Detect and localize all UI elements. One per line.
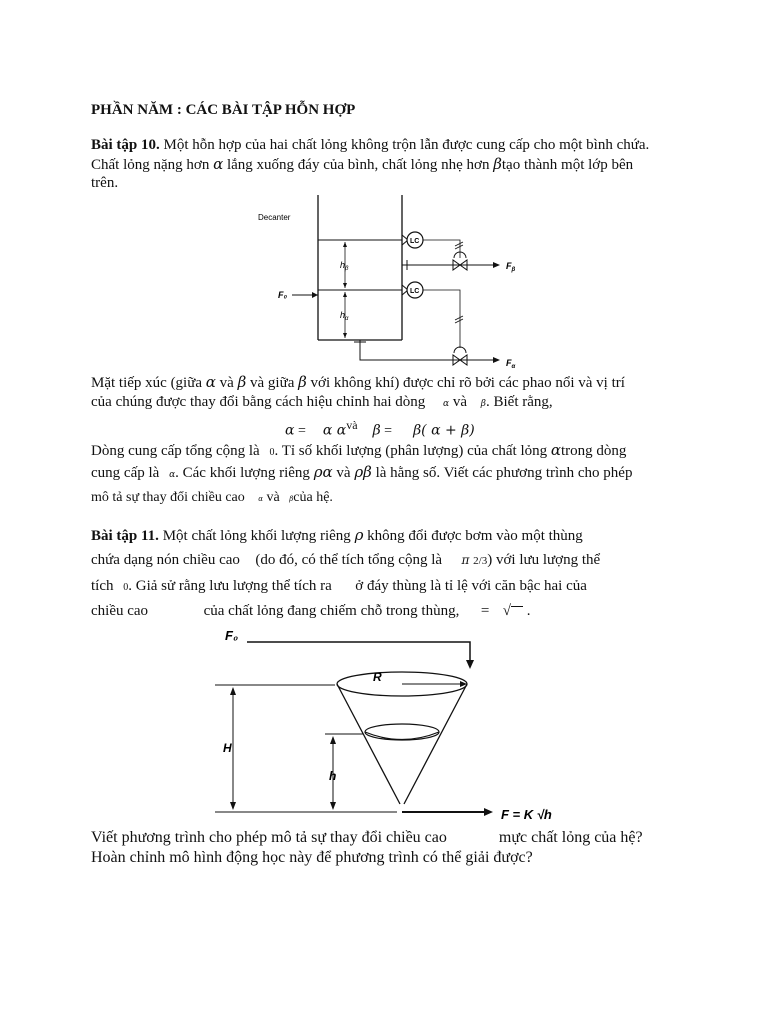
eq-beta: β — [372, 422, 381, 439]
p4-part4: là hằng số. Viết các phương trình cho phép — [375, 465, 633, 481]
p2-part1: của chúng được thay đổi bằng cách hiệu chỉnh hai dòng — [91, 394, 426, 410]
ex10-line2 — [91, 155, 633, 175]
ex11-l3c: ở đáy thùng là tỉ lệ với căn bậc hai của — [355, 578, 587, 594]
cone-f0-label: F₀ — [225, 628, 239, 643]
p3-sub0: 0 — [269, 447, 275, 458]
ex10-p3 — [91, 441, 626, 462]
beta-symbol: β — [237, 373, 247, 391]
alpha-subscript: α — [169, 470, 176, 480]
p1-part4: với không khí) được chỉ rõ bởi các phao nổi và vị trí — [310, 375, 625, 391]
lc-controller-top: LC — [410, 238, 420, 245]
f-alpha-label: $F_\alpha$ — [506, 358, 516, 370]
beta-symbol: β — [493, 155, 502, 173]
height-h-label: h — [329, 769, 337, 783]
alpha-subscript: α — [443, 399, 450, 409]
ex11-line2 — [91, 551, 600, 571]
ex11-sub0: 0 — [123, 582, 129, 593]
eq-rhs: β( α + β) — [413, 422, 475, 439]
ex11-l1b: không đổi được bơm vào một thùng — [367, 528, 583, 544]
pi-symbol: π — [461, 553, 470, 567]
cone-tank-diagram — [205, 622, 605, 822]
ex11-l2c: ) với lưu lượng thể — [487, 552, 601, 568]
alpha-symbol: α — [213, 155, 224, 173]
f0-label: F₀ — [278, 290, 288, 300]
ex10-p5 — [91, 488, 333, 509]
ex11-l4a: chiều cao — [91, 603, 149, 619]
decanter-title: Decanter — [258, 213, 291, 222]
ex10-line2b: lắng xuống đáy của bình, chất lỏng nhẹ hơn — [226, 157, 490, 173]
p4-part3: và — [336, 465, 351, 481]
ex11-question1 — [91, 828, 643, 847]
p3-part3: trong dòng — [561, 443, 627, 459]
ex10-equation — [285, 416, 475, 441]
beta-symbol: β — [298, 373, 307, 391]
p5-part1: mô tả sự thay đổi chiều cao — [91, 490, 245, 505]
p2-part2: và — [452, 394, 468, 410]
ex10-p1 — [91, 373, 625, 393]
ex11-equals: = — [480, 603, 490, 619]
p5-part3: của hệ. — [293, 490, 333, 505]
ex10-p4 — [91, 463, 632, 485]
ex10-label: Bài tập 10. — [91, 137, 160, 153]
ex10-line1 — [91, 136, 649, 155]
ex11-line1 — [91, 526, 583, 546]
radius-label: R — [373, 670, 382, 684]
ex10-p2 — [91, 393, 553, 414]
two-thirds-fraction: 2/3 — [473, 555, 488, 567]
p4-part1: cung cấp là — [91, 465, 160, 481]
rho-symbol: ρ — [354, 526, 364, 544]
p4-part2: . Các khối lượng riêng — [175, 465, 310, 481]
ex11-period: . — [526, 603, 531, 619]
h-beta-label: $h_\beta$ — [340, 260, 349, 272]
ex11-question2: Hoàn chỉnh mô hình động học này để phương trình có thể giải được? — [91, 849, 533, 866]
ex10-line2a: Chất lỏng nặng hơn — [91, 157, 210, 173]
sqrt-symbol: √ — [502, 603, 512, 619]
q1-part1: Viết phương trình cho phép mô tả sự thay đổi chiều cao — [91, 829, 447, 846]
rho-alpha: ρα — [313, 463, 333, 481]
eq-equals-1: = — [297, 423, 306, 439]
p1-part2: và — [219, 375, 234, 391]
eq-equals-2: = — [384, 423, 393, 439]
alpha-symbol: α — [205, 373, 216, 391]
ex11-l2b: (do đó, có thể tích tổng cộng là — [255, 552, 443, 568]
p2-part3: . Biết rằng, — [486, 394, 553, 410]
ex11-label: Bài tập 11. — [91, 528, 159, 544]
p5-part2: và — [266, 490, 280, 505]
f-beta-label: $F_\beta$ — [506, 261, 516, 273]
rho-beta: ρβ — [354, 463, 372, 481]
q1-part2: mực chất lỏng của hệ? — [498, 829, 643, 846]
p1-part3: và giữa — [250, 375, 295, 391]
decanter-diagram — [250, 190, 550, 375]
ex10-line2c: tạo thành một lớp bên — [501, 157, 634, 173]
ex11-l3b: . Giả sử rằng lưu lượng thể tích ra — [128, 578, 332, 594]
p3-part2: . Tỉ số khối lượng (phân lượng) của chất lỏng — [274, 443, 548, 459]
beta-subscript: β — [480, 399, 486, 409]
ex11-l2a: chứa dạng nón chiều cao — [91, 552, 240, 568]
h-alpha-label: $h_\alpha$ — [340, 310, 349, 322]
ex10-line1-text: Một hỗn hợp của hai chất lỏng không trộn lẫn được cung cấp cho một bình chứa. — [159, 137, 650, 153]
eq-alpha-alpha: α α — [322, 422, 347, 439]
alpha-subscript: α — [258, 495, 264, 503]
section-title: PHẦN NĂM : CÁC BÀI TẬP HỖN HỢP — [91, 102, 356, 118]
eq-va: và — [346, 418, 358, 432]
lc-controller-bottom: LC — [410, 288, 420, 295]
beta-subscript: β — [289, 495, 294, 503]
height-H-label: H — [223, 741, 232, 755]
alpha-symbol: α — [550, 441, 561, 459]
ex11-l4b: của chất lỏng đang chiếm chỗ trong thùng, — [203, 603, 460, 619]
p3-part1: Dòng cung cấp tổng cộng là — [91, 443, 260, 459]
p1-part1: Mặt tiếp xúc (giữa — [91, 375, 203, 391]
ex11-l3a: tích — [91, 578, 114, 594]
outflow-label: F = K √h — [501, 807, 552, 822]
ex11-l1a: Một chất lỏng khối lượng riêng — [158, 528, 351, 544]
ex11-line3 — [91, 577, 587, 597]
eq-alpha: α — [285, 422, 295, 439]
ex11-line4 — [91, 602, 531, 621]
ex10-line3: trên. — [91, 175, 119, 191]
